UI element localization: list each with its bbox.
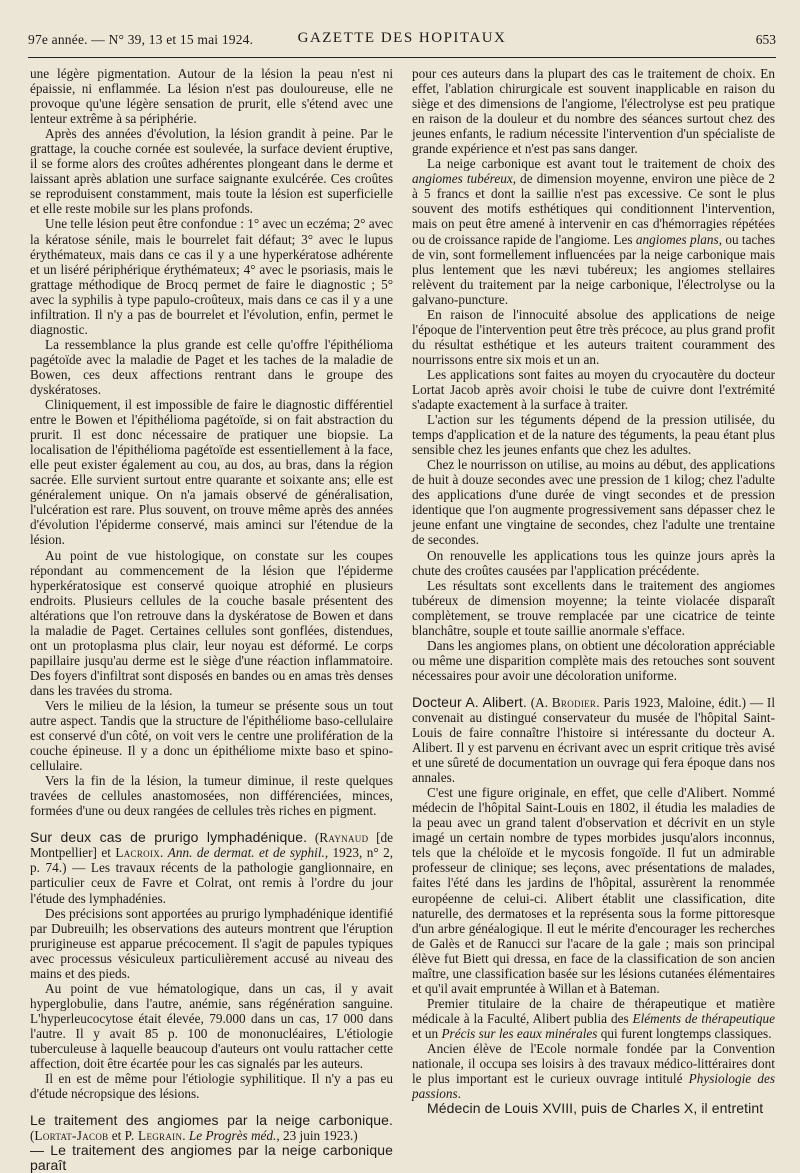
paragraph: pour ces auteurs dans la plupart des cas le traitement de choix. En effet, l'ablation chirurgicale est souvent inapplicable en raison du siège et des dimensions de l'angiome, l'électrolyse est peu pratique en raison de la douleur et du nombre des séances surtout chez des jeunes enfants, le radium nécessite l'intervention d'un spécialiste de grande expérience et n'est pas sans danger. [412, 66, 775, 157]
header-rule [28, 57, 776, 58]
paragraph: Ancien élève de l'Ecole normale fondée par la Convention nationale, il occupa ses loisirs à des travaux médico-littéraires dont le plus important est le curieux ouvrage intitulé Physiologie des passions. [412, 1041, 775, 1102]
page-header [28, 20, 776, 54]
paragraph: En raison de l'innocuité absolue des applications de neige l'époque de l'intervention peut être très précoce, au plus grand profit du résultat esthétique et les auteurs traitent couramment des nourrissons entre six mois et un an. [412, 306, 775, 367]
paragraph: L'action sur les téguments dépend de la pression utilisée, du temps d'application et de la nature des téguments, la peau étant plus sensible chez les jeunes enfants que chez les adultes. [412, 412, 775, 458]
paragraph: La neige carbonique est avant tout le traitement de choix des angiomes tubéreux, de dimension moyenne, environ une pièce de 2 à 5 francs et dont la saillie n'est pas excessive. Ce sont le plus souvent des motifs esthétiques qui conditionnent l'intervention, mais on peut être amené à intervenir en cas d'hémorragies répétées ou de croissance rapide de l'angiome. Les angiomes plans, ou taches de vin, sont formellement influencées par la neige carbonique mais plus lentement que les nævi tubéreux; les angiomes stellaires relèvent du traitement par la neige carbonique, l'électrolyse ou la galvano-puncture. [412, 156, 776, 307]
section-title: Docteur A. Alibert. [412, 693, 527, 710]
paragraph: Chez le nourrisson on utilise, au moins au début, des applications de huit à douze secondes avec une pression de 1 kilog; chez l'adulte des applications d'une durée de vingt secondes et de pression identique que l'on augmente progressivement sans dépasser chez le jeune enfant une vingtaine de secondes, chez l'adulte une trentaine de secondes. [412, 457, 775, 548]
journal-reference: Le Progrès méd. [188, 1128, 277, 1144]
section-title: Le traitement des angiomes par la neige carbonique. [30, 1112, 393, 1129]
paragraph: On renouvelle les applications tous les quinze jours après la chute des croûtes causées par l'application précédente. [412, 547, 775, 578]
journal-reference: Ann. de dermat. et de syphil. [167, 845, 325, 861]
issue-line: 97e année. — N° 39, 13 et 15 mai 1924. [28, 32, 254, 47]
paragraph: C'est une figure originale, en effet, que celle d'Alibert. Nommé médecin de l'hôpital Saint-Louis en 1802, il étudia les maladies de la peau avec un grand talent d'observation et décrivit en un style imagé un certain nombre de types morbides jusqu'alors inconnus, tels que la chéloïde et le mycosis fongoïde. Il fut un admirable professeur de clinique; ses leçons, avec présentations de malades, faites l'été dans les jardins de l'hôpital, assurèrent la renommée européenne de celui-ci. Alibert établit une classification, dite naturelle, des dermatoses et la représenta sous la forme pittoresque d'un arbre généalogique. Il eut le mérite d'encourager les recherches de Galès et de Ranucci sur l'acare de la gale ; mais son principal élève fut Biett qui dressa, en face de la classification de son ancien maître, une classification basée sur les lésions cutanées élémentaires et qu'il avait empruntée à Willan et à Bateman. [412, 785, 775, 996]
paragraph: Des précisions sont apportées au prurigo lymphadénique identifié par Dubreuilh; les observations des auteurs montrent que l'éruption prurigineuse est apparue précocement. Il s'agit de papules typiques avec processus vésiculeux particulièrement accusé au niveau des mains et des pieds. [30, 905, 393, 981]
section-title: Sur deux cas de prurigo lymphadénique. [30, 829, 308, 846]
journal-title: GAZETTE DES HOPITAUX [297, 30, 507, 46]
author-name: Brodier [551, 694, 597, 710]
paragraph: — Le traitement des angiomes par la neige carbonique paraît [30, 1142, 393, 1173]
paragraph: Dans les angiomes plans, on obtient une décoloration appréciable ou même une disparition complète mais des retouches sont souvent nécessaires pour avoir une décoloration uniforme. [412, 637, 775, 683]
author-name: Raynaud [319, 830, 369, 846]
author-name: P. Legrain [124, 1128, 183, 1144]
section-prurigo: Sur deux cas de prurigo lymphadénique. (Raynaud [de Montpellier] et Lacroix. Ann. de dermat. et de syphil., 1923, n° 2, p. 74.) — Les travaux récents de la pathologie ganglionnaire, en particulier ceux de Favre et Colrat, ont remis à l'ordre du jour l'étude des lymphadénies. [30, 829, 394, 906]
paragraph: Médecin de Louis XVIII, puis de Charles X, il entretint [427, 1100, 764, 1117]
section-alibert: Docteur A. Alibert. (A. Brodier. Paris 1923, Maloine, édit.) — Il convenait au distingué conservateur du musée de l'hôpital Saint-Louis de faire connaître l'histoire si intéressante du docteur A. Alibert. Il y est parvenu en écrivant avec un esprit critique très avisé et une sûreté de documentation un ouvrage qui fera époque dans nos annales. [412, 693, 775, 786]
paragraph: Vers la fin de la lésion, la tumeur diminue, il reste quelques travées de cellules anastomosées, non différenciées, minces, formées d'une ou deux rangées de cellules très riches en pigment. [30, 773, 393, 819]
author-name: Lacroix [115, 845, 161, 861]
paragraph: Une telle lésion peut être confondue : 1° avec un eczéma; 2° avec la kératose sénile, mais le bourrelet fait défaut; 3° avec le lupus érythémateux, mais dans ce cas il y a une hyperkératose adhérente et un liséré périphérique érythémateux; 4° avec le psoriasis, mais le grattage méthodique de Brocq permet de faire le diagnostic ; 5° avec la syphilis à type papulo-croûteux, mais dans ce cas il y a une infiltration. Il n'y a pas de bourrelet et l'évolution, enfin, permet le diagnostic. [30, 216, 393, 337]
paragraph: Cliniquement, il est impossible de faire le diagnostic différentiel entre le Bowen et l'épithélioma pagétoïde, si on fait abstraction du prurit. Il est donc nécessaire de pratiquer une biopsie. La localisation de l'épithélioma pagétoïde est essentiellement à la face, elle peut exister également au cou, au dos, au bras, dans la région sacrée. Elle survient surtout entre quarante et soixante ans; elle est généralement unique. On n'a jamais observé de généralisation, l'ulcération est rare. Plus souvent, on trouve même après des années d'évolution l'épiderme conservé, mais aminci sur l'étendue de la lésion. [30, 397, 393, 548]
right-column [412, 66, 775, 1116]
paragraph: une légère pigmentation. Autour de la lésion la peau n'est ni épaissie, ni enflammée. La lésion n'est pas douloureuse, elle ne provoque qu'une légère sensation de prurit, elle s'étend avec une lenteur extrême à sa périphérie. [30, 66, 393, 127]
paragraph: Au point de vue histologique, on constate sur les coupes répondant au commencement de la lésion que l'épiderme hyperkératosique est conservé quoique atrophié en plusieurs endroits. Plusieurs cellules de la couche basale présentent des altérations que l'on retrouve dans la dyskératose de Bowen et dans la maladie de Paget. Certaines cellules sont gonflées, distendues, ont un protoplasma plus clair, leur noyau est déformé. Le corps papillaire jusqu'au derme est le siège d'une réaction inflammatoire. Des foyers d'infiltrat sont disposés en bandes ou en amas très denses dans les travées du stroma. [30, 547, 393, 698]
paragraph: Premier titulaire de la chaire de thérapeutique et matière médicale à la Faculté, Alibert publia des Eléments de thérapeutique et un Précis sur les eaux minérales qui furent longtemps classiques. [412, 995, 775, 1041]
left-column [30, 66, 393, 1173]
paragraph: La ressemblance la plus grande est celle qu'offre l'épithélioma pagétoïde avec la maladie de Paget et les taches de la maladie de Bowen, ces deux affections rentrant dans le groupe des dyskératoses. [30, 336, 393, 397]
paragraph: Les applications sont faites au moyen du cryocautère du docteur Lortat Jacob après avoir choisi le tube de cuivre dont l'extrémité s'adapte exactement à la surface à traiter. [412, 366, 775, 413]
paragraph: Au point de vue hématologique, dans un cas, il y avait hyperglobulie, dans l'autre, anémie, sans régénération sanguine. L'hyperleucocytose était élevée, 79.000 dans un cas, 17 000 dans l'autre. Il y avait 85 p. 100 de mononucléaires, L'étiologie tuberculeuse à laquelle beaucoup d'auteurs ont voulu rattacher cette affection, doit être écartée pour les cas signalés par les auteurs. [30, 980, 393, 1072]
section-angiomes: Le traitement des angiomes par la neige carbonique. (Lortat-Jacob et P. Legrain. Le Progrès méd., 23 juin 1923.) [30, 1112, 393, 1144]
paragraph: Il en est de même pour l'étiologie syphilitique. Il n'y a pas eu d'étude nécropsique des lésions. [30, 1071, 393, 1102]
paragraph: Les résultats sont excellents dans le traitement des angiomes tubéreux de dimension moyenne; la teinte violacée disparaît complètement, se trouve remplacée par une cicatrice de teinte blanchâtre, souple et toute saillie anormale s'efface. [412, 577, 775, 638]
paragraph: Vers le milieu de la lésion, la tumeur se présente sous un tout autre aspect. Tandis que la structure de l'épithéliome baso-cellulaire est conservé d'un côté, on voit vers le centre une prolifération de la couche épineuse. Il y a donc un épithéliome mixte baso et spino-cellulaire. [30, 697, 393, 774]
paragraph: Après des années d'évolution, la lésion grandit à peine. Par le grattage, la couche cornée est soulevée, la surface devient éruptive, il se forme alors des croûtes adhérentes plongeant dans le derme et laissant après ablation une surface saignante exulcérée. Ces croûtes se reproduisent constamment, mais toute la lésion est superficielle et elle reste mobile sur les plans profonds. [30, 126, 393, 217]
author-name: Lortat-Jacob [34, 1128, 109, 1144]
page-number: 653 [755, 32, 776, 47]
